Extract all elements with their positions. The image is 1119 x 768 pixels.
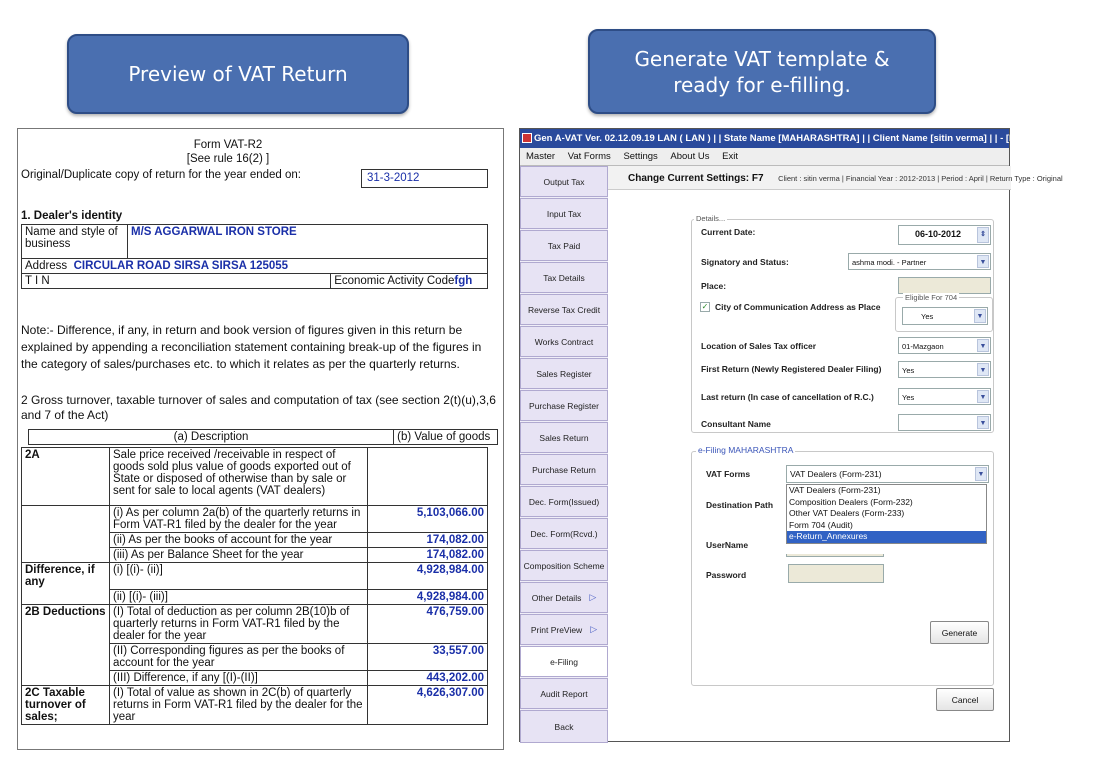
- row-2a-i-value: 5,103,066.00: [368, 506, 488, 533]
- section-gross-turnover: 2 Gross turnover, taxable turnover of sales and computation of tax (see section 2(t)(u),3,6 and 7 of the Act): [21, 393, 496, 422]
- first-return-label: First Return (Newly Registered Dealer Filing): [701, 364, 882, 374]
- row-2a-i-code: [22, 506, 110, 533]
- difference-label: Difference, if any: [22, 563, 110, 590]
- taxable-turnover-label: 2C Taxable turnover of sales;: [22, 685, 110, 724]
- sidebar-label: Tax Paid: [547, 240, 581, 251]
- taxable-turnover-i-desc: (I) Total of value as shown in 2C(b) of quarterly returns in Form VAT-R1 filed by the dealer for the year: [110, 685, 368, 724]
- app-title: Gen A-VAT Ver. 02.12.09.19 LAN ( LAN ) | | State Name [MAHARASHTRA] | | Client Name [sitin verma] | | - [Return Form Data Entry]: [534, 133, 1119, 144]
- sidebar-label: Sales Return: [539, 432, 589, 443]
- address-row: [22, 259, 488, 274]
- difference-ii-code: [22, 589, 110, 604]
- first-return-select[interactable]: [898, 361, 991, 378]
- row-2a-desc: Sale price received /receivable in respect of goods sold plus value of goods exported out of State or disposed of otherwise than by sale or sent for sale to local agents (VAT dealers): [110, 448, 368, 506]
- last-return-value: Yes: [902, 393, 915, 402]
- signatory-label: Signatory and Status:: [701, 257, 789, 267]
- expand-arrow-icon: ▷: [590, 624, 598, 634]
- cancel-button[interactable]: Cancel: [936, 688, 994, 711]
- generate-callout-text: Generate VAT template & ready for e-filling.: [634, 46, 890, 97]
- menu-master[interactable]: Master: [526, 151, 556, 162]
- deductions-iii-value: 443,202.00: [368, 670, 488, 685]
- difference-ii-value: 4,928,984.00: [368, 589, 488, 604]
- generate-button[interactable]: Generate: [930, 621, 989, 644]
- sidebar-label: Dec. Form(Issued): [528, 496, 600, 507]
- sidebar-tax-details[interactable]: [520, 262, 608, 293]
- settings-header: [608, 166, 1063, 190]
- sidebar-label: Purchase Register: [529, 400, 599, 411]
- vat-forms-select[interactable]: [786, 465, 989, 483]
- vat-return-preview: [17, 128, 504, 750]
- details-legend: Details...: [696, 214, 726, 223]
- generate-callout: [588, 29, 936, 114]
- client-info: Client : sitin verma | Financial Year : 2012-2013 | Period : April | Return Type : Original: [778, 174, 1063, 183]
- chevron-down-icon: ▼: [977, 255, 989, 268]
- current-date-label: Current Date:: [701, 227, 756, 237]
- location-value: 01-Mazgaon: [902, 342, 944, 351]
- sidebar-input-tax[interactable]: [520, 198, 608, 229]
- location-select[interactable]: [898, 337, 991, 354]
- row-2a-iii-code: [22, 548, 110, 563]
- place-label: Place:: [701, 281, 727, 291]
- difference-ii-desc: (ii) [(i)- (iii)]: [110, 589, 368, 604]
- difference-i-desc: (i) [(i)- (ii)]: [110, 563, 368, 590]
- turnover-rows: [21, 447, 488, 725]
- city-label: City of Communication Address as Place: [715, 302, 881, 312]
- username-field[interactable]: [786, 554, 884, 557]
- sidebar-label: Input Tax: [546, 208, 582, 219]
- password-label: Password: [706, 570, 747, 580]
- place-field[interactable]: [898, 277, 991, 294]
- reconciliation-note: Note:- Difference, if any, in return and book version of figures given in this return be explained by appending a reconciliation statement containing break-up of the figures in the category of sales/purchases etc. to which it relates as per the quarterly returns.: [21, 323, 482, 371]
- sidebar-other-details[interactable]: [520, 582, 608, 613]
- row-2a-ii-value: 174,082.00: [368, 533, 488, 548]
- sidebar-label: Dec. Form(Rcvd.): [530, 528, 598, 539]
- sidebar-works-contract[interactable]: [520, 326, 608, 357]
- sidebar-label: Print PreView: [530, 624, 583, 635]
- deductions-label: 2B Deductions: [22, 604, 110, 643]
- deductions-i-desc: (I) Total of deduction as per column 2B(10)b of quarterly returns in Form VAT-R1 filed by the dealer for the year: [110, 604, 368, 643]
- address-value: CIRCULAR ROAD SIRSA SIRSA 125055: [73, 260, 289, 272]
- row-2a-iii-value: 174,082.00: [368, 548, 488, 563]
- preview-callout-text: Preview of VAT Return: [128, 62, 348, 86]
- sidebar-dec-form-rcvd[interactable]: [520, 518, 608, 549]
- last-return-label: Last return (In case of cancellation of R.C.): [701, 392, 874, 402]
- form-rule: [See rule 16(2) ]: [186, 153, 270, 165]
- deductions-i-value: 476,759.00: [368, 604, 488, 643]
- vat-option-form-704[interactable]: Form 704 (Audit): [789, 519, 853, 530]
- eligible-legend: Eligible For 704: [905, 293, 958, 302]
- sidebar-composition-scheme[interactable]: [520, 550, 608, 581]
- sidebar-label: Back: [554, 721, 574, 732]
- username-label: UserName: [706, 540, 749, 550]
- vat-forms-label: VAT Forms: [706, 469, 751, 479]
- efiling-legend: e-Filing MAHARASHTRA: [698, 445, 794, 455]
- signatory-value: ashma modi. - Partner: [852, 258, 927, 267]
- menu-bar: [520, 148, 1009, 166]
- vat-option-form-232[interactable]: Composition Dealers (Form-232): [789, 496, 913, 507]
- city-checkbox[interactable]: ✓: [701, 302, 709, 311]
- vat-option-form-233[interactable]: Other VAT Dealers (Form-233): [789, 508, 905, 518]
- chevron-down-icon: ▼: [977, 416, 989, 429]
- menu-exit[interactable]: Exit: [722, 151, 738, 162]
- sidebar-label: Works Contract: [534, 336, 594, 347]
- app-titlebar: [520, 129, 1119, 148]
- last-return-select[interactable]: [898, 388, 991, 405]
- sidebar-dec-form-issued[interactable]: [520, 486, 608, 517]
- deductions-iii-code: [22, 670, 110, 685]
- current-date-value: 06-10-2012: [915, 229, 962, 239]
- sidebar-label: Reverse Tax Credit: [527, 304, 601, 315]
- sidebar-tax-paid[interactable]: [520, 230, 608, 261]
- row-2a-iii-desc: (iii) As per Balance Sheet for the year: [110, 548, 368, 563]
- dealer-identity-table: [21, 224, 488, 289]
- menu-vat-forms[interactable]: Vat Forms: [567, 151, 611, 162]
- signatory-select[interactable]: [848, 253, 991, 270]
- consultant-select[interactable]: [898, 414, 991, 431]
- deductions-iii-desc: (III) Difference, if any [(I)-(II)]: [110, 670, 368, 685]
- row-2a-empty: [368, 448, 488, 506]
- sidebar-output-tax[interactable]: [520, 166, 608, 197]
- turnover-table: [28, 429, 498, 445]
- sidebar-label: Output Tax: [543, 176, 585, 187]
- taxable-turnover-i-value: 4,626,307.00: [368, 685, 488, 724]
- deductions-ii-desc: (II) Corresponding figures as per the books of account for the year: [110, 643, 368, 670]
- difference-i-value: 4,928,984.00: [368, 563, 488, 590]
- eac-cell: [331, 274, 488, 289]
- form-title: Form VAT-R2: [193, 139, 263, 151]
- year-end-field: 31-3-2012: [361, 169, 488, 188]
- first-return-value: Yes: [902, 366, 915, 375]
- chevron-down-icon: ▼: [977, 363, 989, 376]
- vat-forms-value: VAT Dealers (Form-231): [790, 469, 882, 479]
- sidebar-label: Audit Report: [540, 688, 588, 699]
- current-date-field[interactable]: [898, 225, 991, 245]
- tin-label: T I N: [22, 274, 331, 289]
- name-label: Name and style of business: [22, 225, 128, 259]
- chevron-down-icon: ▼: [974, 309, 986, 323]
- consultant-label: Consultant Name: [701, 419, 771, 429]
- expand-arrow-icon: ▷: [589, 592, 597, 602]
- col-description-header: (a) Description: [29, 430, 394, 445]
- sidebar-label: Purchase Return: [532, 464, 596, 475]
- app-logo-icon: [522, 133, 532, 143]
- vat-forms-dropdown-list: [786, 484, 987, 544]
- eligible-select[interactable]: [902, 307, 988, 325]
- row-2a-code: 2A: [22, 448, 110, 506]
- copy-label: Original/Duplicate copy of return for the year ended on:: [21, 169, 301, 181]
- sidebar-back[interactable]: [520, 710, 608, 743]
- sidebar: [520, 166, 608, 743]
- sidebar-sales-return[interactable]: [520, 422, 608, 453]
- menu-about-us[interactable]: About Us: [670, 151, 710, 162]
- sidebar-label: Composition Scheme: [523, 560, 605, 571]
- sidebar-audit-report[interactable]: [520, 678, 608, 709]
- eac-label: Economic Activity Code: [334, 275, 455, 287]
- password-field[interactable]: [788, 564, 884, 583]
- vat-app-window: [519, 128, 1119, 742]
- section-dealer-identity: 1. Dealer's identity: [21, 210, 123, 222]
- destination-path-label: Destination Path: [706, 500, 774, 510]
- menu-settings[interactable]: Settings: [623, 151, 658, 162]
- change-settings-link[interactable]: Change Current Settings: F7: [628, 173, 764, 184]
- date-spinner-icon[interactable]: ⇕: [977, 227, 989, 243]
- row-2a-i-desc: (i) As per column 2a(b) of the quarterly returns in Form VAT-R1 filed by the dealer for the year: [110, 506, 368, 533]
- vat-option-form-231[interactable]: VAT Dealers (Form-231): [789, 485, 881, 495]
- eligible-value: Yes: [921, 312, 934, 321]
- sidebar-e-filing[interactable]: [520, 646, 608, 677]
- deductions-ii-code: [22, 643, 110, 670]
- sidebar-purchase-return[interactable]: [520, 454, 608, 485]
- sidebar-purchase-register[interactable]: [520, 390, 608, 421]
- eac-value: fgh: [454, 275, 473, 287]
- location-label: Location of Sales Tax officer: [701, 341, 817, 351]
- sidebar-sales-register[interactable]: [520, 358, 608, 389]
- row-2a-ii-desc: (ii) As per the books of account for the year: [110, 533, 368, 548]
- name-value: M/S AGGARWAL IRON STORE: [128, 225, 488, 259]
- sidebar-label: Tax Details: [543, 272, 585, 283]
- chevron-down-icon: ▼: [977, 339, 989, 352]
- address-label: Address: [25, 260, 68, 272]
- sidebar-label: e-Filing: [550, 656, 578, 667]
- chevron-down-icon: ▼: [977, 390, 989, 403]
- col-value-header: (b) Value of goods: [394, 430, 498, 445]
- vat-option-e-return-annexures[interactable]: e-Return_Annexures: [787, 531, 986, 543]
- preview-callout: [67, 34, 409, 114]
- row-2a-ii-code: [22, 533, 110, 548]
- deductions-ii-value: 33,557.00: [368, 643, 488, 670]
- sidebar-print-preview[interactable]: [520, 614, 608, 645]
- sidebar-label: Other Details: [531, 592, 582, 603]
- sidebar-label: Sales Register: [536, 368, 592, 379]
- chevron-down-icon[interactable]: ▼: [975, 467, 987, 481]
- sidebar-reverse-tax-credit[interactable]: [520, 294, 608, 325]
